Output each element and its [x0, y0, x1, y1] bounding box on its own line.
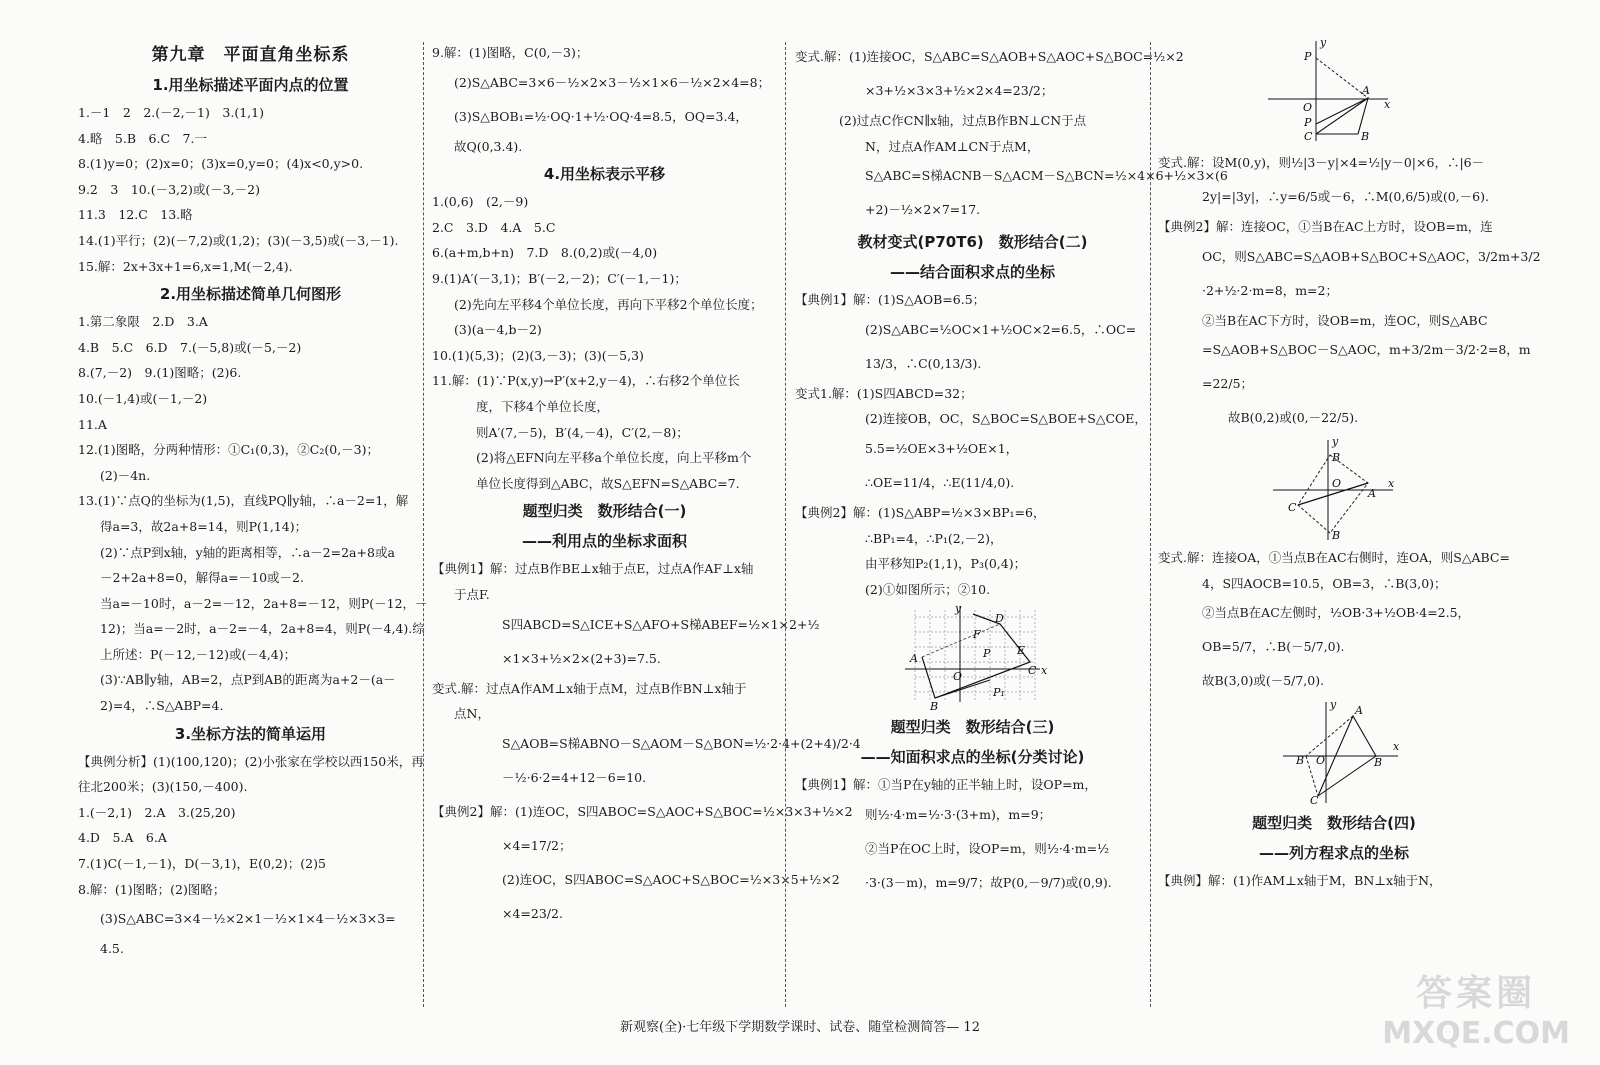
- section-title-1: 1.用坐标描述平面内点的位置: [152, 76, 349, 94]
- answer-line: 由平移知P₂(1,1)，P₃(0,4)；: [865, 556, 1027, 572]
- fig3-label: P₁: [993, 686, 1005, 700]
- variant-answers: [795, 40, 1228, 227]
- figure-grid: [795, 602, 1150, 712]
- section-title-2: 2.用坐标描述简单几何图形: [159, 285, 342, 304]
- answer-line: OB=5/7，∴B(－5/7,0).: [1202, 639, 1345, 655]
- fig3-label: E: [1017, 644, 1026, 658]
- answer-line: 14.(1)平行；(2)(－7,2)或(1,2)；(3)(－3,5)或(－3,－1).: [78, 232, 399, 248]
- section-2-answers: [78, 309, 428, 719]
- answer-line: 10.(1)(5,3)；(2)(3,－3)；(3)(－5,3): [432, 347, 644, 363]
- fig1-svg: [1158, 36, 1510, 146]
- answer-line: 1.第二象限 2.D 3.A: [78, 314, 208, 330]
- figure-4: [1158, 698, 1510, 808]
- fig4-label: C: [1310, 794, 1319, 808]
- fig4-label: y: [1330, 698, 1337, 712]
- answer-line: 11.A: [78, 416, 107, 432]
- answer-line: (3)∵AB∥y轴，AB=2，点P到AB的距离为a+2－(a－: [100, 672, 396, 688]
- fig3-label: F: [973, 628, 981, 642]
- answer-line: 10.(－1,4)或(－1,－2): [78, 390, 208, 406]
- answer-line: 变式.解：过点A作AM⊥x轴于点M，过点B作BN⊥x轴于: [432, 680, 747, 696]
- answer-line: ×3+½×3×3+½×2×4=23/2；: [865, 83, 1054, 98]
- answer-line: (2)①如图所示；②10.: [865, 581, 991, 597]
- answer-line: 往北200米；(3)(150,－400).: [78, 779, 248, 795]
- answer-line: ②当P在OC上时，设OP=m，则½·4·m=½: [865, 840, 1110, 856]
- answer-line: 故B(0,2)或(0,－22/5).: [1228, 410, 1359, 426]
- dashed-segment: [1316, 58, 1368, 98]
- answer-line: (2)连OC，S四ABOC=S△AOC+S△BOC=½×3×5+½×2: [502, 871, 840, 887]
- section-3-answers: [78, 749, 423, 962]
- fig3-label: A: [910, 652, 918, 666]
- fig2-label: y: [1332, 435, 1339, 449]
- fig4-label: x: [1393, 740, 1400, 754]
- answer-line: 【典例1】解：(1)S△AOB=6.5；: [795, 292, 986, 308]
- fig3-label: O: [953, 670, 963, 684]
- figure-2: [1158, 435, 1510, 545]
- answer-line: ×1×3+½×2×(2+3)=7.5.: [502, 650, 661, 666]
- answer-line: OC，则S△ABC=S△AOB+S△BOC+S△AOC，3/2m+3/2: [1202, 248, 1541, 264]
- col4-answers-b: [1158, 545, 1510, 698]
- answer-line: ×4=23/2.: [502, 905, 563, 921]
- fig2-label: x: [1388, 477, 1395, 491]
- topic-2-answers: [795, 287, 1150, 602]
- fig1-label: y: [1320, 36, 1327, 49]
- fig2-label: O: [1332, 477, 1342, 491]
- answer-line: (2)S△ABC=½OC×1+½OC×2=6.5，∴OC=: [865, 321, 1137, 337]
- fig2-label: C: [1288, 501, 1297, 515]
- answer-line: ∴OE=11/4，∴E(11/4,0).: [865, 474, 1015, 490]
- answer-line: 【典例2】解：连接OC，①当B在AC上方时，设OB=m，连: [1158, 219, 1493, 234]
- fig1-label: P: [1304, 116, 1312, 129]
- answer-line: 5.5=½OE×3+½OE×1，: [865, 440, 1019, 456]
- fig2-label: A: [1368, 487, 1376, 501]
- watermark-title: 答案圈: [1416, 973, 1537, 1014]
- answer-line: S△ABC=S梯ACNB－S△ACM－S△BCN=½×4×6+½×3×(6: [865, 168, 1228, 184]
- answer-line: ·2+½·2·m=8，m=2；: [1202, 282, 1338, 298]
- column-divider: [1150, 42, 1151, 1007]
- answer-line: ∴BP₁=4，∴P₁(2,－2)，: [865, 530, 1003, 546]
- topic-title-2: 教材变式(P70T6) 数形结合(二): [857, 233, 1088, 252]
- answer-line: 4.略 5.B 6.C 7.一: [78, 130, 207, 146]
- topic-subtitle-4: ——列方程求点的坐标: [1258, 844, 1409, 863]
- fig1-label: C: [1304, 130, 1313, 143]
- section-title-3: 3.坐标方法的简单运用: [174, 724, 327, 743]
- answer-line: (3)(a－4,b－2): [454, 322, 542, 338]
- answer-line: (2)S△ABC=3×6－½×2×3－½×1×6－½×2×4=8；: [454, 74, 771, 90]
- answer-line: 上所述：P(－12,－12)或(－4,4)；: [100, 646, 297, 662]
- section-1-answers: [78, 100, 423, 279]
- answer-line: 故B(3,0)或(－5/7,0).: [1202, 673, 1325, 689]
- fig3-label: C: [1028, 664, 1037, 678]
- answer-line: ②当B在AC下方时，设OB=m，连OC，则S△ABC: [1202, 312, 1488, 328]
- answer-line: 故Q(0,3.4).: [454, 138, 523, 154]
- fig3-label: y: [955, 602, 962, 616]
- answer-line: (2)∵点P到x轴，y轴的距离相等，∴a－2=2a+8或a: [100, 544, 395, 560]
- answer-line: 度，下移4个单位长度，: [476, 398, 609, 414]
- answer-line: +2)－½×2×7=17.: [865, 202, 981, 218]
- answer-line: 9.2 3 10.(－3,2)或(－3,－2): [78, 181, 260, 197]
- watermark-url: MXQE.COM: [1382, 1016, 1570, 1051]
- answer-line: 7.(1)C(－1,－1)，D(－3,1)，E(0,2)；(2)5: [78, 856, 326, 872]
- answer-line: 变式.解：连接OA，①当点B在AC右侧时，连OA，则S△ABC=: [1158, 550, 1510, 566]
- fig3-label: x: [1041, 664, 1048, 678]
- answer-line: 1.(－2,1) 2.A 3.(25,20): [78, 804, 236, 820]
- answer-line: 则A′(7,－5)，B′(4,－4)，C′(2,－8)；: [476, 424, 689, 440]
- watermark: [1382, 965, 1570, 1051]
- answer-line: 【典例】解：(1)作AM⊥x轴于M，BN⊥x轴于N，: [1158, 873, 1442, 889]
- answer-line: 变式.解：(1)连接OC，S△ABC=S△AOB+S△AOC+S△BOC=½×2: [795, 49, 1184, 64]
- answer-line: 1.(0,6) (2,－9): [432, 194, 529, 210]
- answer-line: 12.(1)图略，分两种情形：①C₁(0,3)，②C₂(0,－3)；: [78, 442, 380, 458]
- answer-line: ·3·(3－m)，m=9/7；故P(0,－9/7)或(0,9).: [865, 874, 1112, 890]
- answer-line: 11.解：(1)∵P(x,y)→P′(x+2,y－4)，∴右移2个单位长: [432, 373, 740, 389]
- topic-1-answers: [432, 556, 861, 930]
- answer-line: (2)过点C作CN∥x轴，过点B作BN⊥CN于点: [839, 113, 1087, 128]
- answer-line: ②当点B在AC左侧时，½OB·3+½OB·4=2.5，: [1202, 605, 1471, 621]
- column-4: [1158, 36, 1541, 894]
- answer-line: 【典例2】解：(1)S△ABP=½×3×BP₁=6，: [795, 504, 1046, 520]
- column-1: [78, 40, 428, 962]
- segment: [935, 680, 990, 698]
- answer-line: 15.解：2x+3x+1=6,x=1,M(－2,4).: [78, 258, 293, 274]
- fig3-label: P: [983, 647, 991, 661]
- answer-line: 4.5.: [100, 941, 124, 957]
- answer-line: 11.3 12.C 13.略: [78, 207, 193, 223]
- fig4-svg: [1158, 698, 1510, 808]
- answer-line: (2)－4n.: [100, 467, 151, 483]
- grid-figure-svg: [795, 602, 1150, 712]
- page-footer: 新观察(全)·七年级下学期数学课时、试卷、随堂检测简答— 12: [620, 1020, 980, 1035]
- answer-line: 8.(1)y=0；(2)x=0；(3)x=0,y=0；(4)x<0,y>0.: [78, 156, 364, 172]
- topic-title-4: 题型归类 数形结合(四): [1252, 814, 1416, 833]
- column-2: [432, 40, 861, 931]
- problem-9-answers: [432, 40, 777, 159]
- answer-line: 变式.解：设M(0,y)，则½|3－y|×4=½|y－0|×6，∴|6－: [1158, 155, 1485, 170]
- answer-line: －2+2a+8=0，解得a=－10或－2.: [100, 570, 304, 586]
- fig1-label: B: [1361, 130, 1370, 143]
- answer-line: 8.解：(1)图略；(2)图略；: [78, 881, 226, 897]
- answer-line: S△AOB=S梯ABNO－S△AOM－S△BON=½·2·4+(2+4)/2·4: [502, 735, 861, 751]
- answer-line: 2.C 3.D 4.A 5.C: [432, 219, 556, 235]
- answer-line: 9.解：(1)图略，C(0,－3)；: [432, 45, 589, 60]
- fig2-label: B: [1332, 451, 1341, 465]
- answer-line: (2)先向左平移4个单位长度，再向下平移2个单位长度；: [454, 296, 763, 312]
- fig4-label: B: [1374, 756, 1383, 770]
- answer-line: 单位长度得到△ABC，故S△EFN=S△ABC=7.: [476, 475, 740, 491]
- polygon-outline: [922, 614, 1030, 698]
- fig4-label: O: [1316, 754, 1326, 768]
- answer-line: 【典例分析】(1)(100,120)；(2)小张家在学校以西150米，再: [78, 753, 424, 769]
- answer-line: (2)连接OB，OC，S△BOC=S△BOE+S△COE，: [865, 411, 1147, 427]
- answer-line: 变式1.解：(1)S四ABCD=32；: [795, 385, 973, 401]
- answer-line: 8.(7,－2) 9.(1)图略；(2)6.: [78, 365, 242, 381]
- fig2-svg: [1158, 435, 1510, 545]
- figure-1: [1158, 36, 1510, 146]
- fig1-label: A: [1362, 84, 1370, 97]
- topic-subtitle-3: ——知面积求点的坐标(分类讨论): [860, 748, 1085, 767]
- answer-line: 点N，: [454, 706, 490, 722]
- answer-line: 13/3，∴C(0,13/3).: [865, 355, 982, 371]
- answer-line: 12)；当a=－2时，a－2=－4，2a+8=4，则P(－4,4).综: [100, 621, 425, 637]
- topic-title-1: 题型归类 数形结合(一): [522, 502, 687, 521]
- answer-line: 4，S四AOCB=10.5，OB=3，∴B(3,0)；: [1202, 575, 1447, 591]
- fig3-label: B: [930, 700, 939, 714]
- section-4-answers: [432, 189, 777, 496]
- answer-line: 得a=3，故2a+8=14，则P(1,14)；: [100, 518, 308, 534]
- answer-line: =S△AOB+S△BOC－S△AOC，m+3/2m－3/2·2=8，m: [1202, 342, 1531, 358]
- fig4-label: A: [1355, 704, 1363, 718]
- answer-line: 2)=4，∴S△ABP=4.: [100, 698, 224, 714]
- answer-line: 9.(1)A′(－3,1)；B′(－2,－2)；C′(－1,－1)；: [432, 270, 687, 286]
- answer-line: 6.(a+m,b+n) 7.D 8.(0,2)或(－4,0): [432, 245, 658, 261]
- fig2-label: B: [1332, 529, 1341, 543]
- topic-title-3: 题型归类 数形结合(三): [890, 718, 1055, 737]
- answer-line: 则½·4·m=½·3·(3+m)，m=9；: [865, 806, 1052, 822]
- answer-line: (3)S△ABC=3×4－½×2×1－½×1×4－½×3×3=: [100, 911, 396, 927]
- answer-line: (2)将△EFN向左平移a个单位长度，向上平移m个: [476, 450, 752, 466]
- answer-line: 于点F.: [454, 586, 490, 602]
- triangle: [1316, 98, 1368, 134]
- answer-line: 4.D 5.A 6.A: [78, 830, 167, 846]
- answer-line: 当a=－10时，a－2=－12，2a+8=－12，则P(－12，－: [100, 595, 428, 611]
- answer-line: 2y|=|3y|，∴y=6/5或－6，∴M(0,6/5)或(0,－6).: [1202, 189, 1489, 204]
- answer-line: 4.B 5.C 6.D 7.(－5,8)或(－5,－2): [78, 339, 302, 355]
- topic-3-answers: [795, 772, 1150, 900]
- column-divider: [785, 42, 786, 1007]
- segment: [1316, 98, 1368, 124]
- answer-line: 【典例2】解：(1)连OC，S四ABOC=S△AOC+S△BOC=½×3×3+½×2: [432, 803, 853, 819]
- fig1-label: O: [1303, 101, 1313, 114]
- answer-line: 【典例1】解：过点B作BE⊥x轴于点E，过点A作AF⊥x轴: [432, 561, 754, 577]
- column-divider: [423, 42, 424, 1007]
- col4-answers-a: [1158, 146, 1541, 435]
- section-title-4: 4.用坐标表示平移: [543, 165, 666, 184]
- answer-line: 【典例1】解：①当P在y轴的正半轴上时，设OP=m，: [795, 777, 1097, 793]
- answer-line: ×4=17/2；: [502, 837, 572, 853]
- dashed-segment: [1306, 716, 1353, 756]
- topic-subtitle-1: ——利用点的坐标求面积: [521, 532, 687, 551]
- answer-line: N，过点A作AM⊥CN于点M，: [865, 138, 1040, 154]
- answer-line: (3)S△BOB₁=½·OQ·1+½·OQ·4=8.5，OQ=3.4，: [454, 108, 748, 124]
- answer-line: 1.－1 2 2.(－2,－1) 3.(1,1): [78, 105, 264, 120]
- chapter-title: 第九章 平面直角坐标系: [151, 45, 350, 65]
- answer-line: =22/5；: [1202, 376, 1254, 392]
- answer-line: －½·6·2=4+12－6=10.: [502, 769, 647, 785]
- answer-line: S四ABCD=S△ICE+S△AFO+S梯ABEF=½×1×2+½: [502, 616, 820, 632]
- topic-subtitle-2: ——结合面积求点的坐标: [889, 263, 1055, 282]
- fig1-label: P: [1304, 50, 1312, 63]
- fig3-label: D: [995, 612, 1004, 626]
- answer-line: 13.(1)∵点Q的坐标为(1,5)，直线PQ∥y轴，∴a－2=1，解: [78, 493, 409, 509]
- fig4-label: B: [1296, 754, 1305, 768]
- fig1-label: x: [1384, 98, 1391, 111]
